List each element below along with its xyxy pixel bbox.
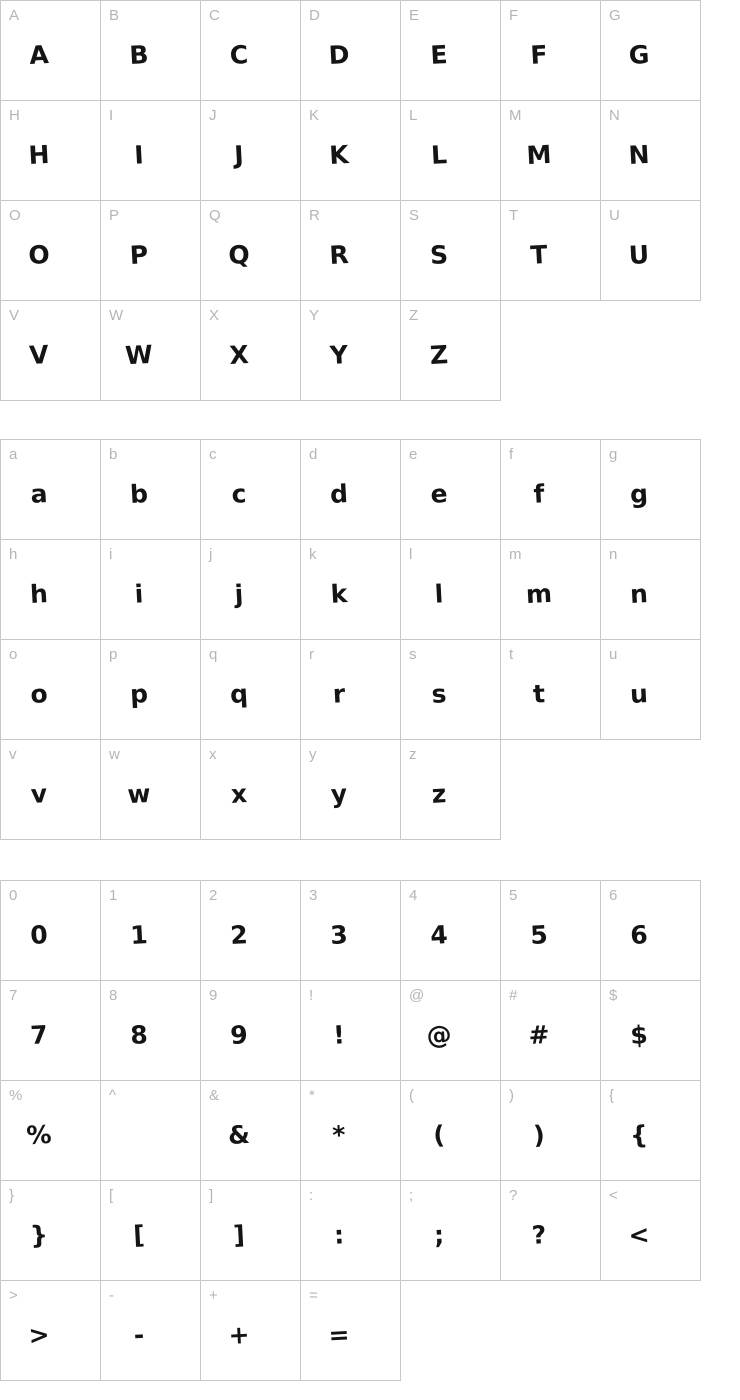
glyph-cell	[600, 200, 701, 301]
glyph-cell	[200, 200, 301, 301]
glyph-cell-glyph: s	[430, 679, 447, 710]
glyph-cell	[400, 0, 501, 101]
glyph-cell	[600, 980, 701, 1081]
glyph-cell-label: @	[409, 987, 425, 1004]
glyph-cell	[400, 300, 501, 401]
glyph-row	[0, 980, 701, 1081]
glyph-cell-label: V	[9, 307, 20, 324]
glyph-cell-label: v	[9, 746, 17, 763]
glyph-cell-label: &	[209, 1087, 220, 1104]
glyph-cell-label: x	[209, 746, 217, 763]
glyph-cell-glyph: t	[531, 679, 546, 710]
glyph-cell-label: z	[409, 746, 417, 763]
glyph-cell-label: (	[409, 1087, 414, 1104]
glyph-cell-label: w	[109, 746, 120, 763]
glyph-cell-label: h	[9, 546, 18, 563]
glyph-cell	[300, 539, 401, 640]
glyph-cell-label: #	[509, 987, 518, 1004]
glyph-cell-glyph: v	[29, 779, 48, 810]
glyph-cell-label: A	[9, 7, 20, 24]
glyph-cell	[0, 200, 101, 301]
glyph-cell-label: j	[209, 546, 213, 563]
glyph-cell	[100, 880, 201, 981]
glyph-cell-label: 8	[109, 987, 118, 1004]
glyph-row	[0, 1180, 701, 1281]
glyph-cell-label: u	[609, 646, 618, 663]
glyph-cell-label: F	[509, 7, 519, 24]
glyph-cell-label: H	[9, 107, 20, 124]
glyph-cell	[0, 880, 101, 981]
glyph-cell-glyph: D	[327, 40, 350, 71]
glyph-cell-glyph: f	[532, 479, 545, 510]
glyph-cell-glyph: (	[432, 1120, 446, 1151]
glyph-row	[0, 639, 701, 740]
glyph-cell	[400, 100, 501, 201]
glyph-cell-glyph: &	[226, 1120, 251, 1151]
glyph-cell-glyph: G	[627, 40, 650, 71]
glyph-cell-label: K	[309, 107, 320, 124]
glyph-cell	[500, 639, 601, 740]
glyph-cell-label: i	[109, 546, 113, 563]
glyph-cell-label: I	[109, 107, 114, 124]
glyph-cell	[0, 1180, 101, 1281]
glyph-cell-label: B	[109, 7, 120, 24]
glyph-cell-glyph: 1	[129, 920, 149, 951]
glyph-cell-glyph: +	[227, 1320, 250, 1351]
glyph-cell-label: g	[609, 446, 618, 463]
glyph-cell-glyph: m	[524, 579, 553, 610]
glyph-cell	[200, 1080, 301, 1181]
glyph-cell	[300, 439, 401, 540]
glyph-cell-label: S	[409, 207, 420, 224]
glyph-cell-label: O	[9, 207, 21, 224]
glyph-cell	[600, 1080, 701, 1181]
glyph-cell-label: 1	[109, 887, 118, 904]
glyph-cell-label: }	[9, 1187, 15, 1204]
glyph-cell	[400, 980, 501, 1081]
glyph-cell-label: b	[109, 446, 118, 463]
glyph-cell-label: 7	[9, 987, 18, 1004]
glyph-cell-label: k	[309, 546, 317, 563]
glyph-cell	[400, 880, 501, 981]
glyph-cell-label: [	[109, 1187, 114, 1204]
glyph-cell-glyph: %	[25, 1120, 52, 1151]
glyph-cell-glyph: >	[27, 1320, 50, 1351]
glyph-cell-glyph: Z	[428, 340, 449, 371]
glyph-cell-glyph: #	[527, 1020, 550, 1051]
glyph-cell	[300, 1280, 401, 1381]
glyph-table-lowercase	[0, 439, 701, 840]
glyph-cell	[400, 639, 501, 740]
glyph-cell-glyph: n	[628, 579, 649, 610]
glyph-cell	[400, 1080, 501, 1181]
glyph-cell-label: 6	[609, 887, 618, 904]
glyph-cell-glyph: {	[628, 1120, 649, 1151]
glyph-cell	[0, 1080, 101, 1181]
glyph-cell-glyph: r	[331, 679, 346, 710]
glyph-cell-label: %	[9, 1087, 23, 1104]
glyph-cell	[500, 880, 601, 981]
glyph-cell-label: D	[309, 7, 320, 24]
glyph-cell-label: f	[509, 446, 514, 463]
glyph-cell	[100, 439, 201, 540]
glyph-cell-glyph: N	[627, 140, 650, 171]
glyph-cell-label: 9	[209, 987, 218, 1004]
glyph-cell-label: ^	[109, 1087, 117, 1104]
glyph-cell-glyph: R	[328, 240, 349, 271]
glyph-cell	[500, 1080, 601, 1181]
glyph-cell	[600, 639, 701, 740]
glyph-cell-label: r	[309, 646, 314, 663]
glyph-cell-label: E	[409, 7, 420, 24]
glyph-cell-glyph: W	[124, 340, 154, 371]
glyph-cell	[0, 0, 101, 101]
glyph-cell	[100, 1180, 201, 1281]
glyph-cell-label: :	[309, 1187, 314, 1204]
glyph-cell-glyph: V	[28, 340, 50, 371]
glyph-cell-label: y	[309, 746, 317, 763]
glyph-cell-label: e	[409, 446, 418, 463]
glyph-cell-glyph: 2	[229, 920, 249, 951]
glyph-cell	[600, 0, 701, 101]
glyph-cell	[200, 980, 301, 1081]
glyph-cell	[500, 100, 601, 201]
glyph-cell	[600, 539, 701, 640]
glyph-cell	[200, 639, 301, 740]
glyph-cell	[0, 300, 101, 401]
glyph-cell-label: 3	[309, 887, 318, 904]
glyph-cell	[200, 1280, 301, 1381]
glyph-cell-glyph: a	[29, 479, 48, 510]
glyph-cell	[600, 1180, 701, 1281]
glyph-cell-glyph: $	[629, 1020, 649, 1051]
glyph-cell	[400, 539, 501, 640]
glyph-cell-glyph: }	[28, 1220, 49, 1251]
glyph-cell	[100, 539, 201, 640]
glyph-cell-glyph: @	[425, 1020, 452, 1051]
glyph-cell-glyph: k	[329, 579, 348, 610]
glyph-table-digits-symbols	[0, 880, 701, 1381]
glyph-cell-label: )	[509, 1087, 514, 1104]
glyph-cell	[500, 0, 601, 101]
glyph-cell-label: *	[309, 1087, 315, 1104]
glyph-row	[0, 439, 701, 540]
glyph-cell	[200, 300, 301, 401]
glyph-cell	[100, 980, 201, 1081]
glyph-cell	[0, 639, 101, 740]
glyph-cell-glyph: ]	[232, 1220, 246, 1251]
glyph-cell-label: Y	[309, 307, 320, 324]
glyph-cell-glyph: d	[328, 479, 349, 510]
glyph-cell	[300, 1180, 401, 1281]
glyph-cell-label: c	[209, 446, 217, 463]
glyph-cell-glyph: j	[233, 579, 244, 610]
glyph-cell-glyph: E	[429, 40, 448, 71]
glyph-cell-label: {	[609, 1087, 615, 1104]
glyph-cell	[0, 100, 101, 201]
glyph-cell	[500, 539, 601, 640]
glyph-cell-glyph: <	[627, 1220, 650, 1251]
glyph-cell-label: ;	[409, 1187, 414, 1204]
glyph-cell-label: p	[109, 646, 118, 663]
glyph-cell-label: d	[309, 446, 318, 463]
glyph-cell	[400, 439, 501, 540]
glyph-cell-glyph: q	[228, 679, 249, 710]
glyph-cell	[500, 1180, 601, 1281]
glyph-row	[0, 739, 701, 840]
glyph-cell-label: <	[609, 1187, 618, 1204]
glyph-cell-glyph: O	[27, 240, 50, 271]
glyph-cell	[100, 100, 201, 201]
glyph-cell-label: T	[509, 207, 519, 224]
glyph-cell-glyph: X	[228, 340, 249, 371]
glyph-cell-label: l	[409, 546, 413, 563]
glyph-cell	[400, 1180, 501, 1281]
glyph-cell-glyph: b	[128, 479, 149, 510]
glyph-cell-label: L	[409, 107, 418, 124]
glyph-cell	[600, 439, 701, 540]
glyph-cell	[100, 300, 201, 401]
glyph-cell-glyph: K	[328, 140, 350, 171]
glyph-cell-glyph: 6	[629, 920, 649, 951]
glyph-cell-glyph: :	[332, 1220, 345, 1251]
glyph-cell-glyph: M	[525, 140, 552, 171]
glyph-cell	[100, 739, 201, 840]
glyph-cell-label: C	[209, 7, 220, 24]
glyph-cell-label: 0	[9, 887, 18, 904]
glyph-cell-glyph: B	[128, 40, 149, 71]
glyph-cell-label: ?	[509, 1187, 518, 1204]
glyph-table-uppercase	[0, 0, 701, 401]
glyph-cell	[300, 980, 401, 1081]
glyph-cell-label: Z	[409, 307, 419, 324]
glyph-cell-glyph: u	[628, 679, 649, 710]
glyph-row	[0, 0, 701, 101]
glyph-cell-label: q	[209, 646, 218, 663]
glyph-cell-label: s	[409, 646, 417, 663]
glyph-cell-glyph: 0	[29, 920, 49, 951]
glyph-row	[0, 1080, 701, 1181]
glyph-cell	[0, 539, 101, 640]
glyph-cell-glyph: w	[126, 779, 151, 810]
glyph-cell	[100, 0, 201, 101]
glyph-cell-glyph: ;	[432, 1220, 445, 1251]
glyph-cell	[200, 739, 301, 840]
glyph-cell	[0, 439, 101, 540]
glyph-cell-glyph: p	[128, 679, 149, 710]
glyph-cell-glyph: c	[230, 479, 247, 510]
glyph-cell-glyph: S	[428, 240, 449, 271]
glyph-row	[0, 1280, 701, 1381]
glyph-cell-glyph: o	[29, 679, 48, 710]
glyph-row	[0, 539, 701, 640]
glyph-cell	[500, 980, 601, 1081]
glyph-cell-glyph: !	[332, 1020, 346, 1051]
glyph-cell-label: X	[209, 307, 220, 324]
glyph-cell	[100, 1080, 201, 1181]
glyph-cell	[200, 0, 301, 101]
glyph-cell	[200, 100, 301, 201]
glyph-cell	[300, 1080, 401, 1181]
glyph-cell	[500, 439, 601, 540]
glyph-cell	[200, 1180, 301, 1281]
glyph-cell-label: !	[309, 987, 314, 1004]
glyph-cell-label: +	[209, 1287, 218, 1304]
glyph-cell-label: J	[209, 107, 217, 124]
glyph-cell	[300, 100, 401, 201]
glyph-cell-glyph: J	[233, 140, 245, 171]
glyph-cell-glyph: L	[429, 140, 448, 171]
glyph-cell	[600, 100, 701, 201]
glyph-cell-glyph: 3	[329, 920, 349, 951]
glyph-cell-glyph: U	[627, 240, 650, 271]
glyph-cell-label: U	[609, 207, 620, 224]
glyph-cell-glyph: C	[228, 40, 249, 71]
glyph-cell-glyph: 5	[529, 920, 549, 951]
glyph-cell	[100, 639, 201, 740]
glyph-cell-label: M	[509, 107, 522, 124]
glyph-cell-glyph: *	[331, 1120, 346, 1151]
glyph-cell-glyph: ?	[530, 1220, 547, 1251]
glyph-cell-label: G	[609, 7, 621, 24]
glyph-cell-label: -	[109, 1287, 114, 1304]
glyph-cell	[600, 880, 701, 981]
glyph-cell-glyph: 8	[129, 1020, 149, 1051]
glyph-cell-label: $	[609, 987, 618, 1004]
glyph-row	[0, 300, 701, 401]
glyph-cell	[100, 1280, 201, 1381]
glyph-cell-glyph: h	[28, 579, 49, 610]
glyph-cell-glyph: i	[133, 579, 144, 610]
glyph-cell-glyph: 9	[229, 1020, 249, 1051]
glyph-cell	[200, 539, 301, 640]
glyph-cell	[200, 439, 301, 540]
glyph-cell	[500, 200, 601, 301]
glyph-cell-glyph: I	[133, 140, 145, 171]
glyph-cell-glyph: x	[229, 779, 248, 810]
glyph-cell-label: N	[609, 107, 620, 124]
glyph-cell-glyph: )	[532, 1120, 546, 1151]
glyph-cell-glyph: Y	[328, 340, 349, 371]
glyph-cell-label: 5	[509, 887, 518, 904]
glyph-cell-glyph: Q	[227, 240, 250, 271]
glyph-cell-label: Q	[209, 207, 221, 224]
glyph-cell-glyph: P	[128, 240, 149, 271]
glyph-cell	[0, 1280, 101, 1381]
glyph-cell	[400, 739, 501, 840]
glyph-cell-label: 4	[409, 887, 418, 904]
glyph-cell	[300, 0, 401, 101]
glyph-cell-glyph: H	[27, 140, 50, 171]
glyph-cell-label: ]	[209, 1187, 214, 1204]
glyph-cell	[0, 980, 101, 1081]
glyph-row	[0, 880, 701, 981]
glyph-cell	[100, 200, 201, 301]
glyph-cell-label: m	[509, 546, 522, 563]
glyph-cell-label: >	[9, 1287, 18, 1304]
glyph-cell-label: R	[309, 207, 320, 224]
glyph-cell-label: n	[609, 546, 618, 563]
glyph-cell	[300, 300, 401, 401]
glyph-cell	[300, 200, 401, 301]
glyph-cell-label: =	[309, 1287, 318, 1304]
glyph-cell-glyph: [	[132, 1220, 146, 1251]
glyph-cell-glyph: 7	[29, 1020, 49, 1051]
glyph-cell-glyph: z	[430, 779, 447, 810]
glyph-cell-glyph: l	[433, 579, 444, 610]
glyph-cell	[0, 739, 101, 840]
glyph-cell-glyph: -	[132, 1320, 145, 1351]
glyph-cell-glyph: y	[329, 779, 348, 810]
glyph-row	[0, 200, 701, 301]
glyph-row	[0, 100, 701, 201]
glyph-cell-label: o	[9, 646, 18, 663]
glyph-cell-label: a	[9, 446, 18, 463]
glyph-cell-label: P	[109, 207, 120, 224]
glyph-cell-label: W	[109, 307, 124, 324]
glyph-cell-glyph: T	[529, 240, 548, 271]
glyph-cell-glyph: 4	[429, 920, 449, 951]
glyph-cell	[200, 880, 301, 981]
glyph-cell-label: 2	[209, 887, 218, 904]
glyph-cell	[300, 639, 401, 740]
glyph-cell-glyph: F	[529, 40, 548, 71]
glyph-cell-glyph: e	[429, 479, 448, 510]
glyph-cell-glyph: g	[628, 479, 649, 510]
glyph-cell	[300, 880, 401, 981]
glyph-cell-label: t	[509, 646, 514, 663]
glyph-cell	[300, 739, 401, 840]
glyph-cell	[400, 200, 501, 301]
glyph-cell-glyph: =	[327, 1320, 350, 1351]
glyph-cell-glyph: A	[28, 40, 50, 71]
